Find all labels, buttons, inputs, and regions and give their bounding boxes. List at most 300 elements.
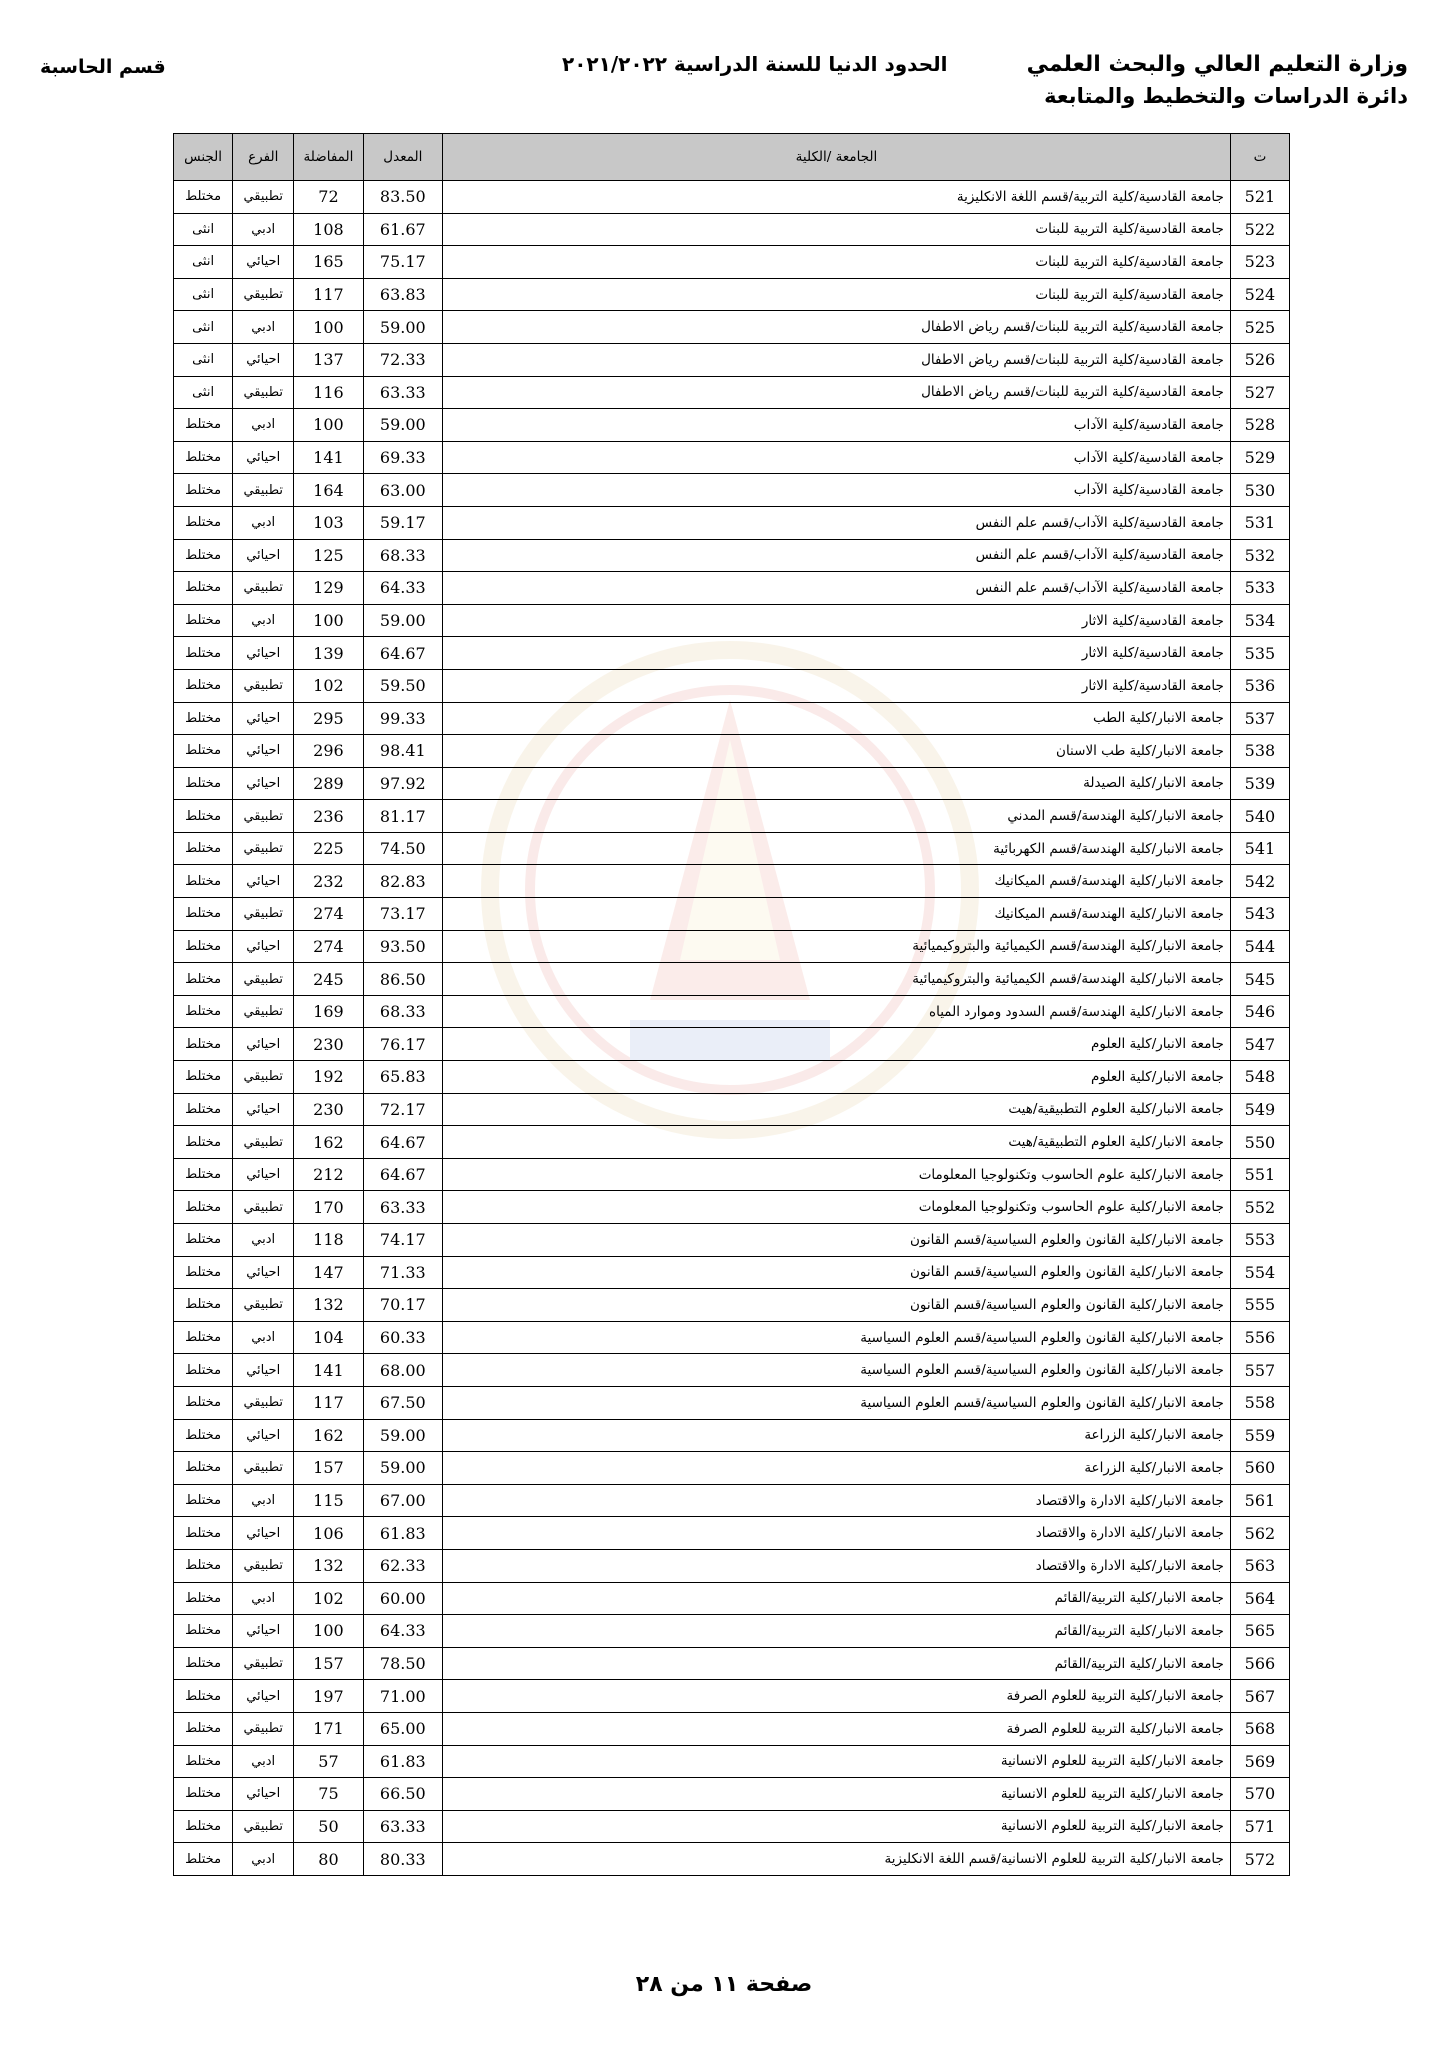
cell-gender: مختلط [174,1354,233,1387]
table-row [174,213,1290,246]
cell-seq: 523 [1230,246,1289,279]
cell-university-college: جامعة الانبار/كلية الهندسة/قسم الميكانيك [443,865,1231,898]
department-name: قسم الحاسبة [40,56,166,78]
cell-gender: مختلط [174,604,233,637]
cell-branch: ادبي [233,1843,294,1876]
cell-average: 82.83 [363,865,442,898]
cell-university-college: جامعة القادسية/كلية الآداب/قسم علم النفس [443,539,1231,572]
cell-average: 64.67 [363,1158,442,1191]
cell-seq: 554 [1230,1256,1289,1289]
cell-university-college: جامعة القادسية/كلية الآداب/قسم علم النفس [443,572,1231,605]
cell-seq: 533 [1230,572,1289,605]
table-row [174,1843,1290,1876]
cell-average: 63.33 [363,1191,442,1224]
cell-preference: 57 [294,1745,363,1778]
cell-average: 68.00 [363,1354,442,1387]
cell-seq: 531 [1230,506,1289,539]
table-row [174,474,1290,507]
cell-branch: احيائي [233,1256,294,1289]
cell-gender: مختلط [174,898,233,931]
cell-seq: 521 [1230,181,1289,214]
cell-average: 67.00 [363,1484,442,1517]
cell-gender: مختلط [174,1289,233,1322]
table-row [174,702,1290,735]
cell-branch: تطبيقي [233,1549,294,1582]
cell-average: 71.00 [363,1680,442,1713]
table-row [174,311,1290,344]
cell-university-college: جامعة الانبار/كلية التربية للعلوم الانسانية [443,1810,1231,1843]
table-row [174,278,1290,311]
cell-university-college: جامعة القادسية/كلية التربية للبنات/قسم رياض الاطفال [443,376,1231,409]
cell-gender: مختلط [174,963,233,996]
cell-seq: 526 [1230,343,1289,376]
cell-average: 61.67 [363,213,442,246]
cell-branch: ادبي [233,604,294,637]
cell-preference: 165 [294,246,363,279]
cell-branch: احيائي [233,441,294,474]
cell-gender: مختلط [174,506,233,539]
cell-university-college: جامعة الانبار/كلية التربية للعلوم الانسانية/قسم اللغة الانكليزية [443,1843,1231,1876]
table-row [174,1712,1290,1745]
cell-seq: 555 [1230,1289,1289,1322]
cell-branch: احيائي [233,1354,294,1387]
cell-average: 93.50 [363,930,442,963]
cell-university-college: جامعة الانبار/كلية الصيدلة [443,767,1231,800]
cell-branch: احيائي [233,1615,294,1648]
cell-university-college: جامعة الانبار/كلية الهندسة/قسم الكيميائية والبتروكيميائية [443,930,1231,963]
cell-seq: 545 [1230,963,1289,996]
cell-preference: 80 [294,1843,363,1876]
table-row [174,1061,1290,1094]
table-row [174,637,1290,670]
cell-seq: 563 [1230,1549,1289,1582]
cell-preference: 104 [294,1321,363,1354]
cell-seq: 556 [1230,1321,1289,1354]
cell-branch: احيائي [233,1778,294,1811]
table-row [174,832,1290,865]
cell-average: 61.83 [363,1745,442,1778]
cell-preference: 117 [294,1386,363,1419]
cell-university-college: جامعة الانبار/كلية التربية للعلوم الصرفة [443,1712,1231,1745]
cell-preference: 141 [294,441,363,474]
cell-gender: مختلط [174,702,233,735]
cell-gender: مختلط [174,1158,233,1191]
cell-university-college: جامعة الانبار/كلية العلوم [443,1061,1231,1094]
cell-branch: احيائي [233,1093,294,1126]
cell-average: 60.00 [363,1582,442,1615]
cell-preference: 75 [294,1778,363,1811]
cell-preference: 197 [294,1680,363,1713]
cell-gender: مختلط [174,1810,233,1843]
table-row [174,1517,1290,1550]
cell-gender: انثى [174,278,233,311]
cell-gender: انثى [174,311,233,344]
admission-limits-table [173,133,1290,1876]
cell-preference: 100 [294,1615,363,1648]
cell-average: 59.17 [363,506,442,539]
cell-preference: 72 [294,181,363,214]
cell-average: 65.00 [363,1712,442,1745]
cell-branch: احيائي [233,1517,294,1550]
cell-average: 63.33 [363,1810,442,1843]
cell-branch: احيائي [233,1680,294,1713]
table-body [174,181,1290,1876]
cell-preference: 274 [294,898,363,931]
table-row [174,409,1290,442]
column-header-gender: الجنس [174,134,233,181]
cell-gender: مختلط [174,1419,233,1452]
cell-preference: 102 [294,669,363,702]
cell-preference: 164 [294,474,363,507]
cell-university-college: جامعة الانبار/كلية القانون والعلوم السياسية/قسم القانون [443,1256,1231,1289]
cell-preference: 171 [294,1712,363,1745]
column-header-seq: ت [1230,134,1289,181]
table-row [174,735,1290,768]
cell-branch: تطبيقي [233,474,294,507]
cell-average: 72.33 [363,343,442,376]
cell-average: 59.00 [363,409,442,442]
cell-university-college: جامعة الانبار/كلية الهندسة/قسم الكيميائية والبتروكيميائية [443,963,1231,996]
cell-average: 81.17 [363,800,442,833]
table-row [174,1224,1290,1257]
cell-seq: 570 [1230,1778,1289,1811]
cell-seq: 565 [1230,1615,1289,1648]
column-header-branch: الفرع [233,134,294,181]
cell-seq: 535 [1230,637,1289,670]
cell-preference: 225 [294,832,363,865]
table-row [174,898,1290,931]
cell-branch: احيائي [233,735,294,768]
cell-seq: 546 [1230,995,1289,1028]
cell-gender: مختلط [174,1484,233,1517]
cell-preference: 108 [294,213,363,246]
cell-branch: تطبيقي [233,1452,294,1485]
table-row [174,506,1290,539]
cell-gender: مختلط [174,1647,233,1680]
cell-average: 73.17 [363,898,442,931]
table-row [174,1778,1290,1811]
cell-gender: مختلط [174,1061,233,1094]
table-row [174,572,1290,605]
cell-average: 63.33 [363,376,442,409]
cell-preference: 100 [294,311,363,344]
column-header-university-college: الجامعة /الكلية [443,134,1231,181]
cell-branch: تطبيقي [233,278,294,311]
cell-university-college: جامعة الانبار/كلية الهندسة/قسم الكهربائية [443,832,1231,865]
cell-average: 80.33 [363,1843,442,1876]
cell-university-college: جامعة الانبار/كلية القانون والعلوم السياسية/قسم العلوم السياسية [443,1386,1231,1419]
cell-gender: مختلط [174,1452,233,1485]
cell-seq: 527 [1230,376,1289,409]
table-row [174,1549,1290,1582]
cell-average: 74.50 [363,832,442,865]
table-row [174,800,1290,833]
cell-branch: تطبيقي [233,669,294,702]
cell-seq: 569 [1230,1745,1289,1778]
cell-preference: 137 [294,343,363,376]
cell-university-college: جامعة القادسية/كلية الاثار [443,604,1231,637]
table-row [174,1354,1290,1387]
cell-university-college: جامعة القادسية/كلية التربية للبنات [443,213,1231,246]
cell-seq: 549 [1230,1093,1289,1126]
cell-branch: تطبيقي [233,1289,294,1322]
cell-average: 59.50 [363,669,442,702]
table-row [174,1093,1290,1126]
cell-average: 74.17 [363,1224,442,1257]
cell-seq: 528 [1230,409,1289,442]
cell-gender: مختلط [174,669,233,702]
cell-gender: مختلط [174,1843,233,1876]
cell-branch: احيائي [233,246,294,279]
table-row [174,604,1290,637]
cell-average: 59.00 [363,604,442,637]
cell-average: 60.33 [363,1321,442,1354]
table-row [174,995,1290,1028]
table-row [174,343,1290,376]
cell-preference: 125 [294,539,363,572]
cell-preference: 118 [294,1224,363,1257]
table-row [174,1452,1290,1485]
cell-average: 61.83 [363,1517,442,1550]
cell-seq: 541 [1230,832,1289,865]
cell-branch: احيائي [233,1419,294,1452]
cell-gender: مختلط [174,735,233,768]
cell-gender: مختلط [174,1615,233,1648]
cell-gender: مختلط [174,865,233,898]
table-row [174,669,1290,702]
table-row [174,1647,1290,1680]
ministry-name: وزارة التعليم العالي والبحث العلمي [1026,52,1408,77]
cell-university-college: جامعة الانبار/كلية الادارة والاقتصاد [443,1549,1231,1582]
cell-university-college: جامعة الانبار/كلية القانون والعلوم السياسية/قسم القانون [443,1289,1231,1322]
cell-seq: 543 [1230,898,1289,931]
cell-university-college: جامعة الانبار/كلية العلوم التطبيقية/هيت [443,1126,1231,1159]
cell-seq: 568 [1230,1712,1289,1745]
cell-branch: تطبيقي [233,1061,294,1094]
cell-seq: 557 [1230,1354,1289,1387]
cell-branch: ادبي [233,1224,294,1257]
cell-branch: تطبيقي [233,1810,294,1843]
cell-seq: 522 [1230,213,1289,246]
cell-average: 66.50 [363,1778,442,1811]
cell-university-college: جامعة الانبار/كلية الطب [443,702,1231,735]
cell-seq: 566 [1230,1647,1289,1680]
cell-branch: احيائي [233,343,294,376]
cell-gender: مختلط [174,1126,233,1159]
cell-seq: 537 [1230,702,1289,735]
cell-preference: 157 [294,1647,363,1680]
table-row [174,1256,1290,1289]
table-row [174,1158,1290,1191]
cell-university-college: جامعة القادسية/كلية الاثار [443,669,1231,702]
cell-seq: 560 [1230,1452,1289,1485]
cell-preference: 100 [294,409,363,442]
cell-preference: 162 [294,1419,363,1452]
cell-seq: 553 [1230,1224,1289,1257]
cell-preference: 115 [294,1484,363,1517]
cell-university-college: جامعة القادسية/كلية الآداب [443,409,1231,442]
table-row [174,865,1290,898]
cell-average: 59.00 [363,311,442,344]
cell-seq: 559 [1230,1419,1289,1452]
cell-gender: مختلط [174,800,233,833]
cell-branch: تطبيقي [233,181,294,214]
cell-seq: 530 [1230,474,1289,507]
cell-university-college: جامعة القادسية/كلية الاثار [443,637,1231,670]
table-row [174,1615,1290,1648]
cell-average: 64.33 [363,1615,442,1648]
cell-gender: انثى [174,343,233,376]
cell-average: 68.33 [363,995,442,1028]
cell-branch: تطبيقي [233,963,294,996]
cell-seq: 561 [1230,1484,1289,1517]
cell-branch: ادبي [233,213,294,246]
cell-average: 62.33 [363,1549,442,1582]
cell-university-college: جامعة الانبار/كلية علوم الحاسوب وتكنولوجيا المعلومات [443,1191,1231,1224]
table-row [174,1745,1290,1778]
table-row [174,767,1290,800]
cell-preference: 147 [294,1256,363,1289]
cell-seq: 542 [1230,865,1289,898]
cell-gender: مختلط [174,995,233,1028]
cell-branch: ادبي [233,311,294,344]
cell-university-college: جامعة الانبار/كلية الهندسة/قسم السدود وموارد المياه [443,995,1231,1028]
cell-average: 98.41 [363,735,442,768]
cell-preference: 102 [294,1582,363,1615]
cell-gender: مختلط [174,1224,233,1257]
cell-seq: 564 [1230,1582,1289,1615]
cell-gender: مختلط [174,1256,233,1289]
cell-university-college: جامعة القادسية/كلية التربية للبنات/قسم رياض الاطفال [443,343,1231,376]
cell-university-college: جامعة الانبار/كلية الزراعة [443,1419,1231,1452]
cell-preference: 230 [294,1028,363,1061]
table-header-row [174,134,1290,181]
table-row [174,963,1290,996]
cell-gender: مختلط [174,409,233,442]
cell-gender: انثى [174,376,233,409]
cell-gender: مختلط [174,1028,233,1061]
cell-gender: مختلط [174,637,233,670]
document-title: الحدود الدنيا للسنة الدراسية ٢٠٢١/٢٠٢٢ [562,52,948,76]
cell-average: 76.17 [363,1028,442,1061]
cell-branch: تطبيقي [233,1386,294,1419]
cell-preference: 274 [294,930,363,963]
cell-gender: مختلط [174,767,233,800]
cell-university-college: جامعة الانبار/كلية التربية للعلوم الانسانية [443,1778,1231,1811]
table-row [174,246,1290,279]
cell-seq: 548 [1230,1061,1289,1094]
cell-university-college: جامعة الانبار/كلية التربية/القائم [443,1582,1231,1615]
cell-university-college: جامعة القادسية/كلية الآداب/قسم علم النفس [443,506,1231,539]
cell-gender: مختلط [174,572,233,605]
cell-gender: مختلط [174,539,233,572]
cell-branch: تطبيقي [233,1126,294,1159]
cell-gender: مختلط [174,1712,233,1745]
cell-average: 70.17 [363,1289,442,1322]
cell-branch: تطبيقي [233,572,294,605]
cell-average: 97.92 [363,767,442,800]
cell-university-college: جامعة الانبار/كلية الهندسة/قسم المدني [443,800,1231,833]
cell-seq: 524 [1230,278,1289,311]
cell-average: 59.00 [363,1419,442,1452]
cell-gender: انثى [174,213,233,246]
cell-gender: مختلط [174,1549,233,1582]
cell-university-college: جامعة الانبار/كلية التربية للعلوم الصرفة [443,1680,1231,1713]
cell-branch: تطبيقي [233,1712,294,1745]
page-number: صفحة ١١ من ٢٨ [635,1972,813,1997]
cell-gender: مختلط [174,1582,233,1615]
cell-preference: 169 [294,995,363,1028]
cell-seq: 558 [1230,1386,1289,1419]
cell-branch: تطبيقي [233,800,294,833]
table-row [174,181,1290,214]
cell-university-college: جامعة الانبار/كلية القانون والعلوم السياسية/قسم العلوم السياسية [443,1354,1231,1387]
cell-average: 59.00 [363,1452,442,1485]
cell-university-college: جامعة الانبار/كلية العلوم [443,1028,1231,1061]
cell-branch: ادبي [233,1582,294,1615]
cell-preference: 106 [294,1517,363,1550]
cell-gender: مختلط [174,1191,233,1224]
cell-average: 65.83 [363,1061,442,1094]
cell-university-college: جامعة القادسية/كلية الآداب [443,441,1231,474]
cell-gender: مختلط [174,474,233,507]
cell-gender: مختلط [174,832,233,865]
cell-average: 67.50 [363,1386,442,1419]
cell-preference: 170 [294,1191,363,1224]
cell-preference: 212 [294,1158,363,1191]
cell-gender: مختلط [174,1093,233,1126]
cell-branch: احيائي [233,930,294,963]
cell-preference: 116 [294,376,363,409]
cell-preference: 230 [294,1093,363,1126]
table-row [174,441,1290,474]
table-row [174,1484,1290,1517]
cell-average: 83.50 [363,181,442,214]
cell-average: 68.33 [363,539,442,572]
cell-preference: 192 [294,1061,363,1094]
cell-average: 63.83 [363,278,442,311]
cell-university-college: جامعة القادسية/كلية الآداب [443,474,1231,507]
cell-university-college: جامعة الانبار/كلية الادارة والاقتصاد [443,1484,1231,1517]
table-row [174,376,1290,409]
cell-seq: 572 [1230,1843,1289,1876]
cell-average: 64.67 [363,1126,442,1159]
cell-preference: 295 [294,702,363,735]
cell-branch: احيائي [233,865,294,898]
cell-branch: تطبيقي [233,995,294,1028]
cell-branch: تطبيقي [233,1647,294,1680]
table-row [174,539,1290,572]
cell-seq: 538 [1230,735,1289,768]
cell-seq: 562 [1230,1517,1289,1550]
cell-seq: 540 [1230,800,1289,833]
cell-branch: تطبيقي [233,898,294,931]
cell-average: 71.33 [363,1256,442,1289]
cell-university-college: جامعة القادسية/كلية التربية للبنات [443,246,1231,279]
cell-university-college: جامعة الانبار/كلية التربية/القائم [443,1647,1231,1680]
cell-preference: 141 [294,1354,363,1387]
cell-gender: مختلط [174,1778,233,1811]
directorate-name: دائرة الدراسات والتخطيط والمتابعة [1044,84,1408,108]
cell-seq: 547 [1230,1028,1289,1061]
cell-seq: 551 [1230,1158,1289,1191]
cell-preference: 129 [294,572,363,605]
table-row [174,1386,1290,1419]
cell-preference: 132 [294,1289,363,1322]
cell-seq: 539 [1230,767,1289,800]
cell-seq: 534 [1230,604,1289,637]
cell-branch: ادبي [233,409,294,442]
